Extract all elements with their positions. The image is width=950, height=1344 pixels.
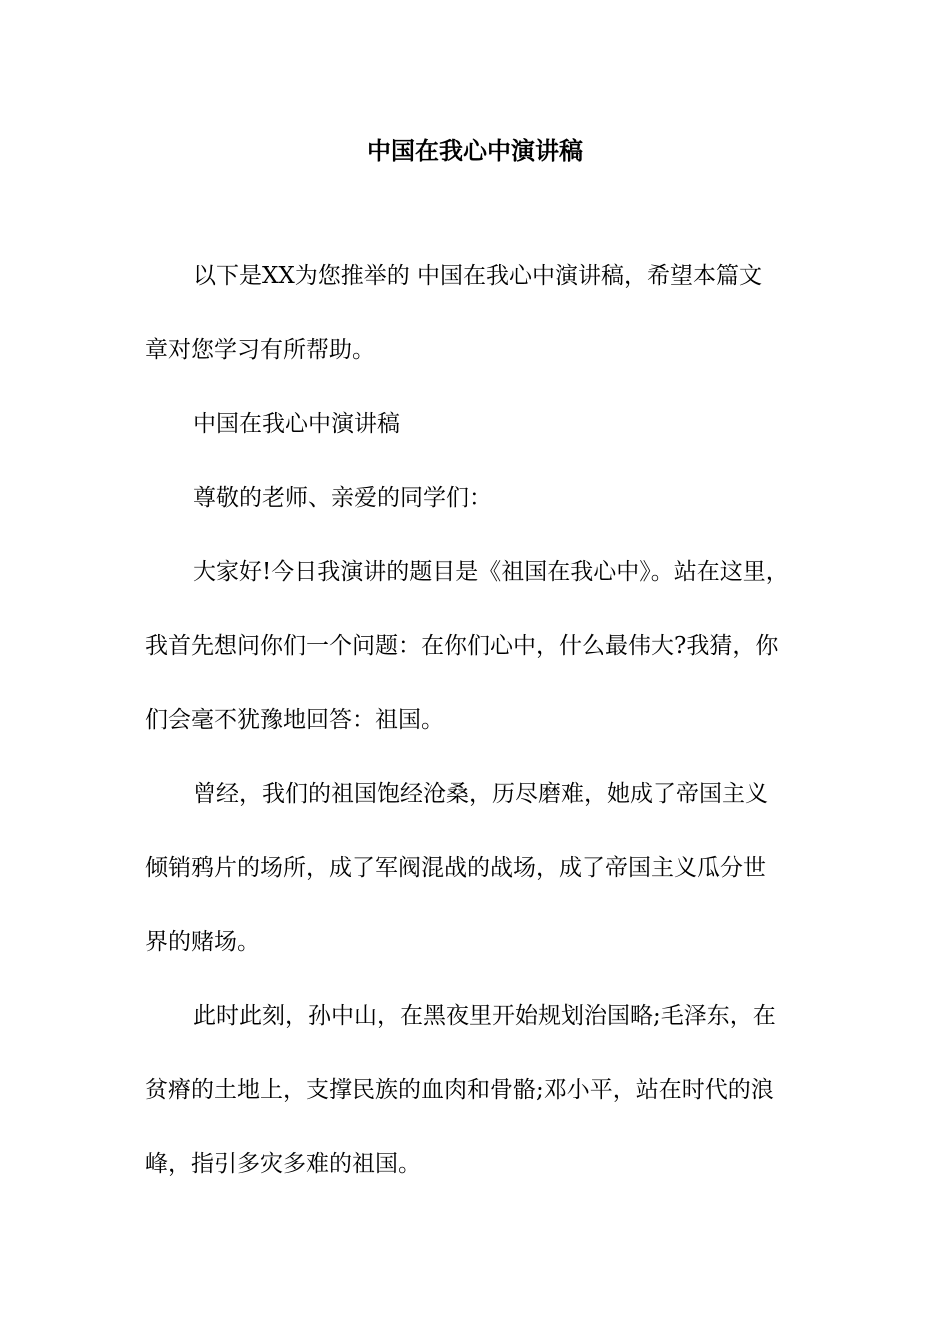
paragraph-line: 尊敬的老师、亲爱的同学们： bbox=[193, 485, 492, 511]
document-title: 中国在我心中演讲稿 bbox=[367, 136, 583, 165]
paragraph-line: 以下是XX为您推举的 中国在我心中演讲稿，希望本篇文 bbox=[193, 263, 763, 289]
paragraph-line: 们会毫不犹豫地回答：祖国。 bbox=[145, 707, 444, 733]
paragraph-subtitle bbox=[145, 406, 807, 443]
paragraph-line: 曾经，我们的祖国饱经沧桑，历尽磨难，她成了帝国主义 bbox=[193, 781, 768, 807]
paragraph-history bbox=[145, 776, 807, 961]
paragraph-greeting bbox=[145, 554, 807, 739]
paragraph-leaders bbox=[145, 998, 807, 1183]
document-body bbox=[145, 258, 807, 1220]
paragraph-line: 贫瘠的土地上，支撑民族的血肉和骨骼;邓小平，站在时代的浪 bbox=[145, 1077, 774, 1103]
paragraph-line: 章对您学习有所帮助。 bbox=[145, 337, 375, 363]
paragraph-line: 我首先想问你们一个问题：在你们心中，什么最伟大?我猜，你 bbox=[145, 633, 779, 659]
paragraph-line: 大家好!今日我演讲的题目是《祖国在我心中》。站在这里， bbox=[193, 559, 789, 585]
paragraph-line: 倾销鸦片的场所，成了军阀混战的战场，成了帝国主义瓜分世 bbox=[145, 855, 766, 881]
paragraph-line: 此时此刻，孙中山，在黑夜里开始规划治国略;毛泽东，在 bbox=[193, 1003, 776, 1029]
paragraph-line: 中国在我心中演讲稿 bbox=[193, 411, 400, 437]
paragraph-line: 峰，指引多灾多难的祖国。 bbox=[145, 1151, 421, 1177]
paragraph-salutation bbox=[145, 480, 807, 517]
paragraph-line: 界的赌场。 bbox=[145, 929, 260, 955]
paragraph-intro bbox=[145, 258, 807, 369]
